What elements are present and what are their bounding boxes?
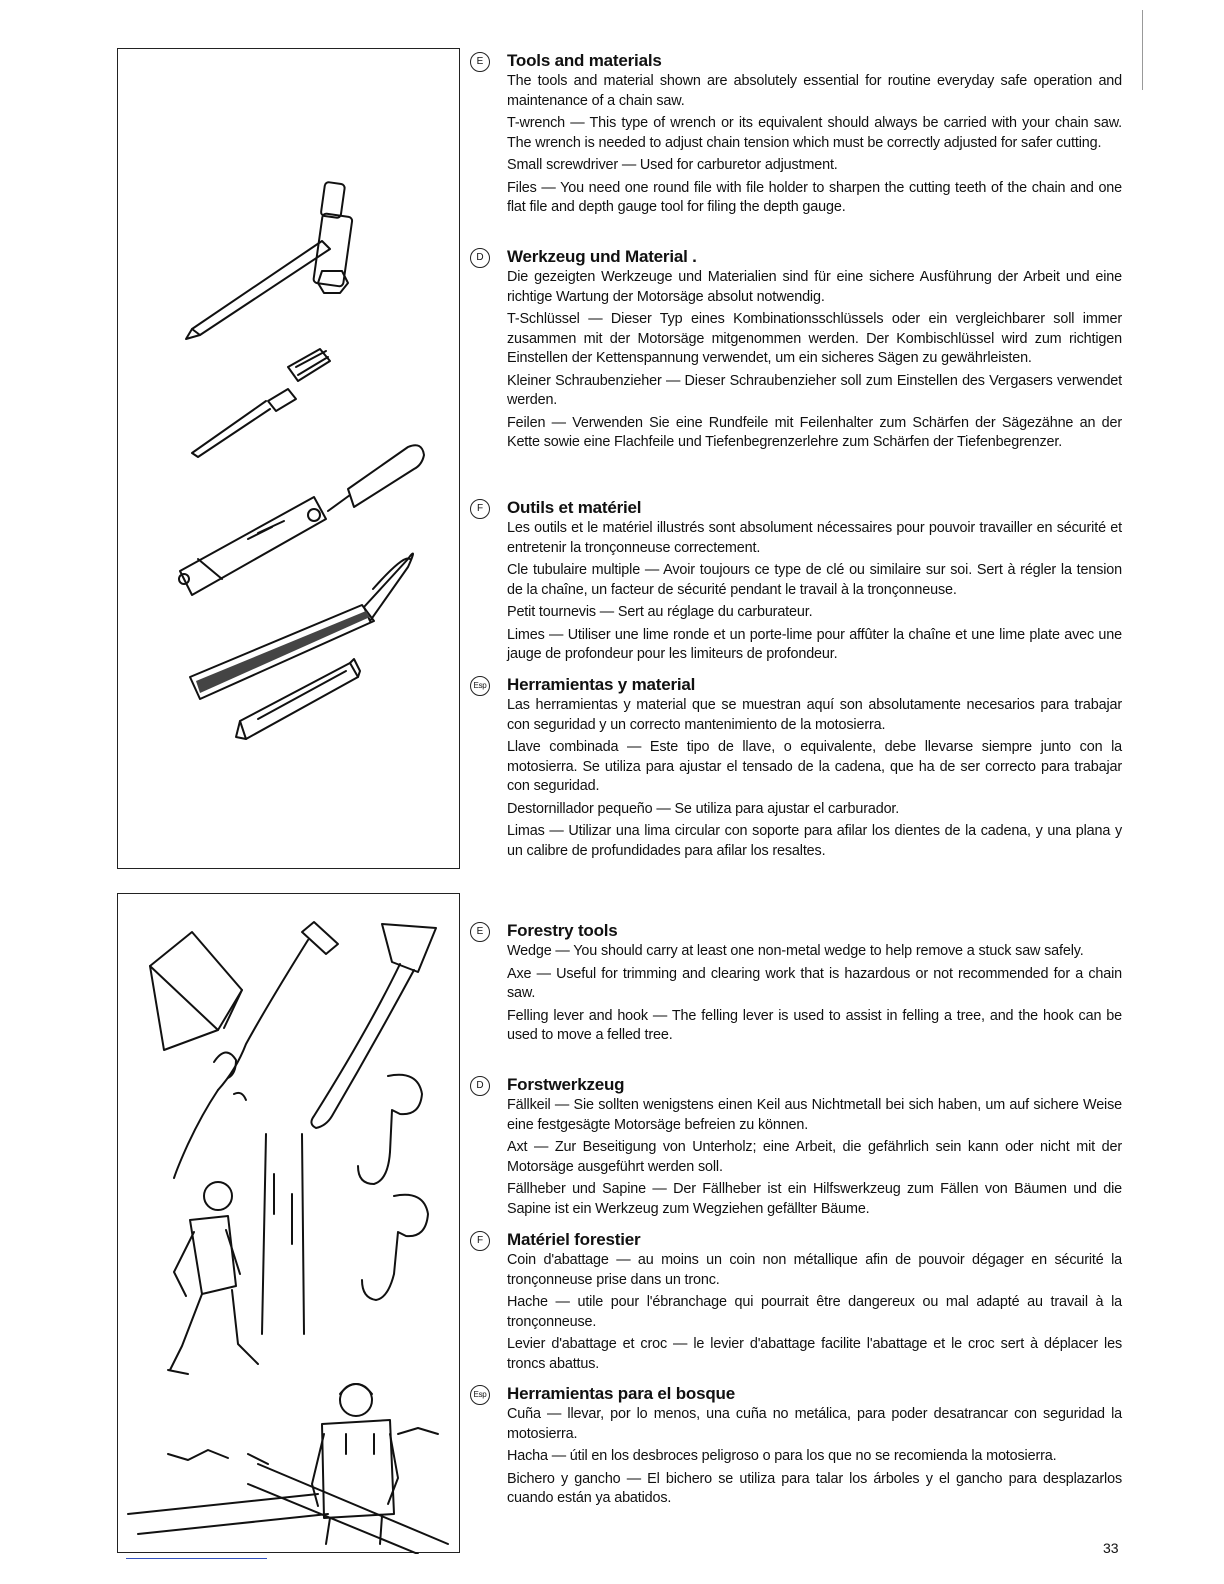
depth-gauge-icon: [236, 659, 360, 739]
language-badge: D: [470, 248, 490, 268]
paragraph: Limas — Utilizar una lima circular con soporte para afilar los dientes de la cadena, y una plana y un calibre de profundidades para afilar los resaltes.: [507, 823, 1122, 859]
paragraph: Levier d'abattage et croc — le levier d'abattage facilite l'abattage et le croc sert à déplacer les troncs abattus.: [507, 1336, 1122, 1372]
tree-trunk-icon: [262, 1134, 304, 1334]
paragraph: Wedge — You should carry at least one non-metal wedge to help remove a stuck saw safely.: [507, 943, 1084, 959]
paragraph: Petit tournevis — Sert au réglage du carburateur.: [507, 604, 813, 620]
paragraph: T-wrench — This type of wrench or its equivalent should always be carried with your chain saw. The wrench is needed to adjust chain tension which must be correctly adjusted for safer cutting.: [507, 115, 1122, 151]
paragraph: Bichero y gancho — El bichero se utiliza para talar los árboles y el gancho para desplazarlos cuando están ya abatidos.: [507, 1470, 1122, 1506]
worker-icon: [168, 1182, 258, 1374]
section-title: Werkzeug und Material .: [507, 247, 697, 266]
section-herramientas-material-es: [470, 674, 1122, 864]
language-badge: D: [470, 1076, 490, 1096]
ground-icon: [168, 1428, 438, 1464]
paragraph: Axt — Zur Beseitigung von Unterholz; eine Arbeit, die gefährlich sein kann oder nicht mit der Motorsäge ausgeführt werden soll.: [507, 1139, 1122, 1175]
tools-illustration: [117, 48, 460, 869]
paragraph: Fällkeil — Sie sollten wenigstens einen Keil aus Nichtmetall bei sich haben, um auf sichere Weise eine festgesägte Motorsäge befreien zu können.: [507, 1097, 1122, 1133]
section-tools-materials-en: [470, 50, 1122, 221]
section-materiel-forestier-fr: [470, 1229, 1122, 1377]
paragraph: Die gezeigten Werkzeuge und Materialien sind für eine sichere Ausführung der Arbeit und eine richtige Wartung der Motorsäge absolut notwendig.: [507, 269, 1122, 305]
axe-icon: [311, 924, 436, 1128]
paragraph: T-Schlüssel — Dieser Typ eines Kombinationsschlüssels oder ein vergleichbarer soll immer zusammen mit der Motorsäge mitgenommen werden. Der Kombischlüssel wird zum richtigen Einstellen der Kettenspannung verwendet, um ein sicheres Sägen zu gewährleisten.: [507, 311, 1122, 366]
paragraph: Kleiner Schraubenzieher — Dieser Schraubenzieher soll zum Einstellen des Vergasers verwendet werden.: [507, 372, 1122, 408]
screwdriver-icon: [192, 349, 330, 457]
paragraph: Llave combinada — Este tipo de llave, o equivalente, debe llevarse siempre junto con la motosierra. Se utiliza para ajustar el tensado de la cadena, que ha de ser correcto para trabajar con seguridad.: [507, 739, 1122, 794]
section-title: Outils et matériel: [507, 498, 642, 517]
section-forstwerkzeug-de: [470, 1074, 1122, 1222]
language-badge: E: [470, 922, 490, 942]
section-title: Herramientas para el bosque: [507, 1384, 735, 1403]
paragraph: Destornillador pequeño — Se utiliza para ajustar el carburador.: [507, 800, 900, 817]
felling-lever-icon: [174, 922, 338, 1178]
forest-worker-icon: [312, 1384, 398, 1544]
paragraph: Cuña — llevar, por lo menos, una cuña no metálica, para poder desatrancar con seguridad la motosierra.: [507, 1406, 1122, 1442]
paragraph: Felling lever and hook — The felling lever is used to assist in felling a tree, and the hook can be used to move a felled tree.: [507, 1007, 1122, 1043]
footer-rule: [126, 1558, 267, 1559]
hook-icon: [358, 1075, 428, 1300]
paragraph: Coin d'abattage — au moins un coin non métallique afin de pouvoir dégager en sécurité la tronçonneuse prise dans un tronc.: [507, 1252, 1122, 1288]
paragraph: Fällheber und Sapine — Der Fällheber ist ein Hilfswerkzeug zum Fällen von Bäumen und die Sapine ist ein Werkzeug zum Wegziehen gefällter Bäume.: [507, 1181, 1122, 1217]
paragraph: Small screwdriver — Used for carburetor adjustment.: [507, 157, 838, 173]
language-badge: F: [470, 499, 490, 519]
tools-drawing: [118, 49, 461, 870]
language-badge: Esp: [470, 676, 490, 696]
paragraph: The tools and material shown are absolutely essential for routine everyday safe operation and maintenance of a chain saw.: [507, 73, 1122, 109]
section-title: Forestry tools: [507, 921, 618, 940]
language-badge: F: [470, 1231, 490, 1251]
paragraph: Axe — Useful for trimming and clearing work that is hazardous or not recommended for a chain saw.: [507, 965, 1122, 1001]
paragraph: Limes — Utiliser une lime ronde et un porte-lime pour affûter la chaîne et une lime plate avec une jauge de profondeur pour les limiteurs de profondeur.: [507, 626, 1122, 662]
language-badge: Esp: [470, 1385, 490, 1405]
paragraph: Cle tubulaire multiple — Avoir toujours ce type de clé ou similaire sur soi. Sert à régler la tension de la chaîne, un facteur de sécurité pendant le travail à la tronçonneuse.: [507, 562, 1122, 598]
language-badge: E: [470, 52, 490, 72]
section-outils-materiel-fr: [470, 497, 1122, 668]
wedge-icon: [150, 932, 242, 1050]
paragraph: Hacha — útil en los desbroces peligroso o para los que no se recomienda la motosierra.: [507, 1448, 1057, 1464]
paragraph: Las herramientas y material que se muestran aquí son absolutamente necesarios para trabajar con seguridad y un correcto mantenimiento de la motosierra.: [507, 697, 1122, 733]
margin-mark: [1142, 10, 1143, 90]
paragraph: Feilen — Verwenden Sie eine Rundfeile mit Feilenhalter zum Schärfen der Sägezähne an der Kette sowie eine Flachfeile und Tiefenbegrenzerlehre zum Schärfen der Tiefenbegrenzer.: [507, 414, 1122, 450]
section-werkzeug-material-de: [470, 246, 1122, 456]
log-icon: [128, 1464, 448, 1554]
forestry-illustration: [117, 893, 460, 1553]
paragraph: Hache — utile pour l'ébranchage qui pourrait être dangereux ou mal adapté au travail à la tronçonneuse.: [507, 1294, 1122, 1330]
section-forestry-tools-en: [470, 920, 1122, 1049]
t-wrench-icon: [186, 182, 353, 339]
paragraph: Les outils et le matériel illustrés sont absolument nécessaires pour pouvoir travailler en sécurité et entretenir la tronçonneuse correctement.: [507, 520, 1122, 556]
section-title: Herramientas y material: [507, 675, 696, 694]
section-herramientas-bosque-es: [470, 1383, 1122, 1512]
forestry-drawing: [118, 894, 461, 1554]
paragraph: Files — You need one round file with file holder to sharpen the cutting teeth of the chain and one flat file and depth gauge tool for filing the depth gauge.: [507, 179, 1122, 215]
section-title: Matériel forestier: [507, 1230, 641, 1249]
page-number: 33: [1103, 1540, 1119, 1556]
flat-file-icon: [190, 554, 413, 699]
section-title: Forstwerkzeug: [507, 1075, 625, 1094]
section-title: Tools and materials: [507, 51, 662, 70]
